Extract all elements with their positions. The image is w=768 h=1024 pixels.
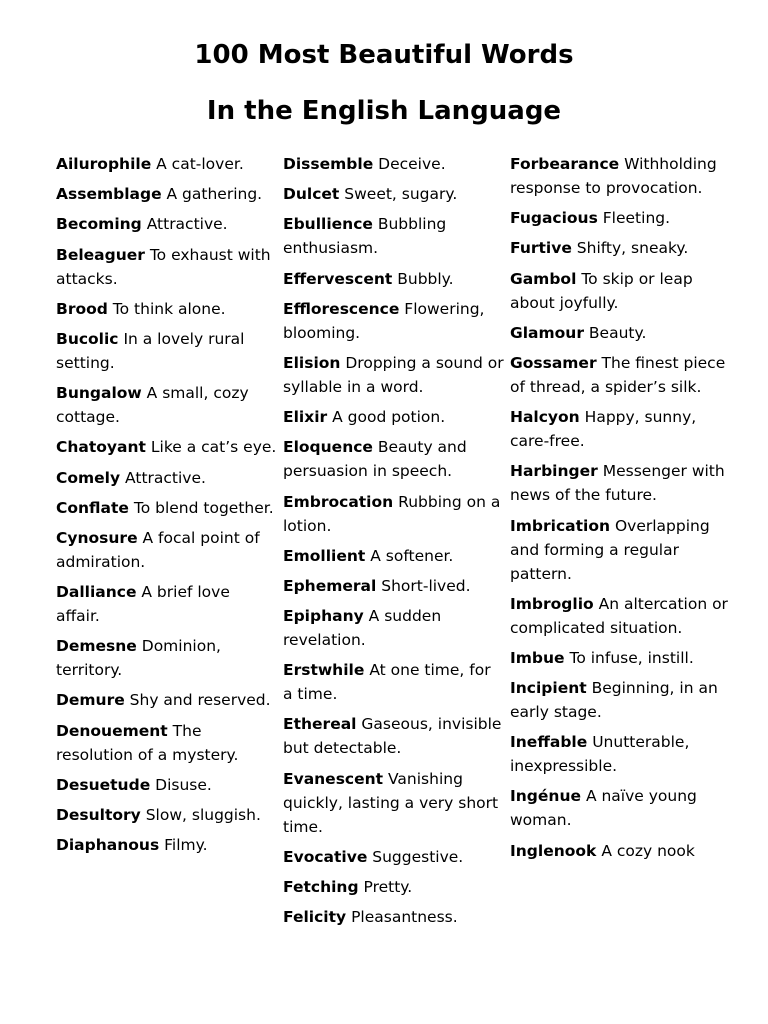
entry-definition: The finest piece of thread, a spider’s silk. [510,353,726,396]
word-entry [510,206,732,230]
entry-word: Ethereal [283,715,357,734]
entry-definition: Sweet, sugary. [344,185,458,204]
entry-word: Beleaguer [56,245,145,264]
entry-definition: Beauty and persuasion in speech. [283,438,467,481]
page-title-line-1: 100 Most Beautiful Words [194,40,574,70]
entry-definition: A brief love affair. [56,583,230,626]
entry-definition: Rubbing on a lotion. [283,492,501,535]
entry-word: Imbroglio [510,594,594,613]
entry-word: Desuetude [56,775,151,794]
entry-word: Gossamer [510,353,597,372]
word-entry [56,634,278,682]
entry-word: Bungalow [56,384,142,403]
entry-word: Ineffable [510,733,588,752]
entry-word: Efflorescence [283,299,400,318]
word-entry [283,658,505,706]
entry-word: Demure [56,691,125,710]
entry-definition: Overlapping and forming a regular pattern. [510,516,710,583]
entry-word: Bucolic [56,329,119,348]
word-entry [56,466,278,490]
entry-definition: Filmy. [164,836,208,855]
entry-definition: At one time, for a time. [283,661,491,704]
entry-word: Cynosure [56,528,138,547]
entry-definition: Deceive. [378,155,446,173]
entry-definition: Suggestive. [372,847,464,866]
word-entry [283,905,505,929]
entry-word: Erstwhile [283,661,365,680]
entry-word: Eloquence [283,438,373,457]
entry-definition: Bubbling enthusiasm. [283,215,447,258]
word-entry [283,544,505,568]
word-entry [510,784,732,832]
entry-definition: To skip or leap about joyfully. [510,269,693,312]
entry-definition: To infuse, instill. [569,648,694,667]
word-entry [283,604,505,652]
entry-definition: Flowering, blooming. [283,299,485,342]
entry-word: Harbinger [510,462,598,481]
entry-word: Fugacious [510,209,598,228]
entry-definition: A softener. [370,546,454,565]
word-column-2 [283,152,505,935]
word-entry [510,267,732,315]
page-title-line-2: In the English Language [206,96,562,126]
entry-definition: Messenger with news of the future. [510,462,725,505]
entry-definition: To blend together. [133,498,274,517]
word-entry [56,526,278,574]
entry-word: Ephemeral [283,576,377,595]
word-entry [283,212,505,260]
entry-definition: In a lovely rural setting. [56,329,245,372]
word-entry [283,574,505,598]
word-entry [283,182,505,206]
entry-word: Conflate [56,498,129,517]
entry-definition: Slow, sluggish. [145,806,261,824]
word-entry [510,152,732,200]
entry-word: Furtive [510,239,572,258]
word-entry [56,243,278,291]
entry-word: Effervescent [283,269,393,288]
entry-word: Evocative [283,847,368,866]
entry-word: Dalliance [56,583,137,602]
word-entry [283,712,505,760]
entry-definition: A cat-lover. [156,155,244,173]
entry-word: Epiphany [283,607,364,626]
entry-word: Assemblage [56,185,162,204]
word-entry [56,182,278,206]
word-entry [510,592,732,640]
entry-word: Halcyon [510,408,580,427]
entry-word: Evanescent [283,769,384,788]
word-entry [283,875,505,899]
word-entry [56,719,278,767]
entry-word: Demesne [56,637,137,656]
entry-word: Ailurophile [56,155,152,173]
word-entry [283,405,505,429]
entry-word: Emollient [283,546,366,565]
entry-word: Glamour [510,323,584,342]
entry-definition: To exhaust with attacks. [56,245,271,288]
word-entry [56,435,278,459]
entry-word: Denouement [56,721,168,740]
entry-word: Ingénue [510,787,581,806]
entry-definition: Dropping a sound or syllable in a word. [283,353,504,396]
entry-definition: Beauty. [588,323,647,342]
word-entry [510,514,732,586]
entry-word: Elixir [283,408,328,427]
entry-definition: Unutterable, inexpressible. [510,733,690,776]
word-column-1 [56,152,278,863]
entry-word: Chatoyant [56,438,146,457]
entry-definition: Shy and reserved. [129,691,271,710]
entry-definition: To think alone. [112,299,226,318]
entry-word: Felicity [283,908,347,927]
word-entry [56,327,278,375]
word-entry [510,321,732,345]
entry-word: Imbrication [510,516,611,535]
word-entry [510,839,732,863]
entry-word: Diaphanous [56,836,160,855]
entry-definition: The resolution of a mystery. [56,721,239,764]
word-entry [56,833,278,857]
entry-definition: Beginning, in an early stage. [510,679,718,722]
word-entry [283,435,505,483]
word-entry [510,646,732,670]
word-entry [56,212,278,236]
entry-definition: A sudden revelation. [283,607,442,650]
entry-definition: Disuse. [155,775,212,794]
entry-word: Brood [56,299,108,318]
word-entry [56,803,278,827]
word-entry [56,381,278,429]
word-entry [510,459,732,507]
entry-word: Dulcet [283,185,340,204]
entry-definition: A small, cozy cottage. [56,384,249,427]
entry-word: Fetching [283,878,359,896]
word-entry [283,490,505,538]
word-entry [510,351,732,399]
entry-word: Becoming [56,215,142,234]
entry-definition: Gaseous, invisible but detectable. [283,715,502,758]
entry-definition: A naïve young woman. [510,787,697,830]
entry-definition: Withholding response to provocation. [510,155,717,197]
word-entry [56,152,278,176]
entry-word: Inglenook [510,841,597,860]
word-column-3 [510,152,732,869]
entry-word: Elision [283,353,341,372]
entry-word: Embrocation [283,492,394,511]
entry-definition: Shifty, sneaky. [576,239,689,258]
entry-definition: A good potion. [332,408,446,427]
entry-word: Forbearance [510,155,620,173]
entry-definition: Short-lived. [381,576,471,595]
word-entry [283,767,505,839]
word-entry [56,688,278,712]
entry-definition: Pretty. [363,878,413,896]
entry-definition: Happy, sunny, care-free. [510,408,697,451]
entry-word: Imbue [510,648,565,667]
entry-word: Incipient [510,679,587,698]
word-entry [283,351,505,399]
entry-definition: Fleeting. [602,209,671,228]
word-entry [510,730,732,778]
word-entry [510,405,732,453]
word-entry [283,267,505,291]
entry-definition: A gathering. [166,185,263,204]
entry-word: Comely [56,468,121,487]
entry-definition: A cozy nook [601,841,695,860]
entry-word: Dissemble [283,155,374,173]
entry-definition: Dominion, territory. [56,637,221,680]
word-entry [56,297,278,321]
word-entry [56,580,278,628]
entry-definition: An altercation or complicated situation. [510,594,728,637]
word-entry [56,496,278,520]
word-entry [283,297,505,345]
word-entry [510,236,732,260]
word-entry [56,773,278,797]
entry-word: Ebullience [283,215,373,234]
entry-word: Gambol [510,269,577,288]
entry-word: Desultory [56,806,141,824]
entry-definition: Vanishing quickly, lasting a very short time. [283,769,499,836]
entry-definition: Attractive. [125,468,206,487]
word-entry [510,676,732,724]
entry-definition: Pleasantness. [351,908,458,927]
word-entry [283,845,505,869]
entry-definition: A focal point of admiration. [56,528,260,571]
entry-definition: Attractive. [146,215,228,234]
entry-definition: Like a cat’s eye. [150,438,277,457]
entry-definition: Bubbly. [397,269,454,288]
word-entry [283,152,505,176]
